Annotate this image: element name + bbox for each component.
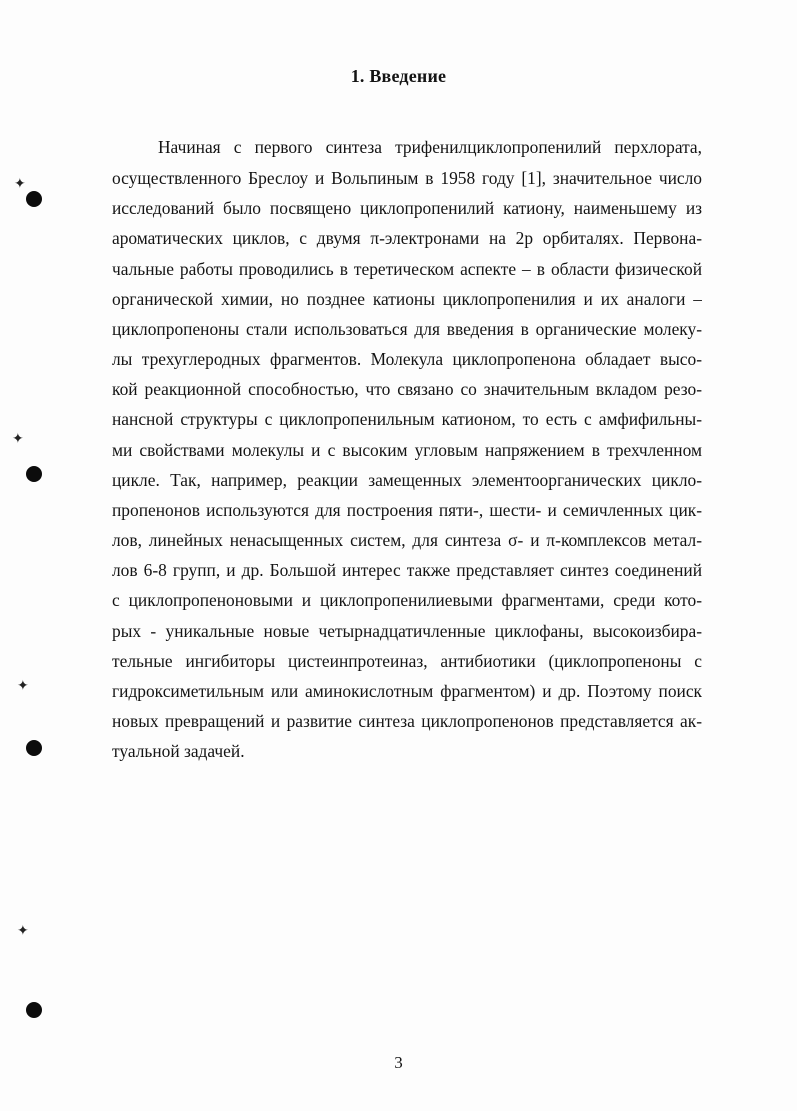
paragraph-line: новых превращений и развитие синтеза циклопропенонов представляется ак- (112, 711, 702, 731)
scan-artifact-icon: ✦ (17, 678, 29, 694)
paragraph-line: цикле. Так, например, реакции замещенных элементоорганических цикло- (112, 470, 702, 490)
paragraph-line: ми свойствами молекулы и с высоким угловым напряжением в трехчленном (112, 440, 702, 460)
paragraph-line: рых - уникальные новые четырнадцатичленные циклофаны, высокоизбира- (112, 621, 702, 641)
paragraph-line: осуществленного Бреслоу и Вольпиным в 1958 году [1], значительное число (112, 168, 702, 188)
paragraph-line: чальные работы проводились в теретическом аспекте – в области физической (112, 259, 702, 279)
paragraph-line: туальной задачей. (112, 741, 245, 761)
paragraph-line: пропенонов используются для построения пяти-, шести- и семичленных цик- (112, 500, 702, 520)
paragraph-line: лов 6-8 групп, и др. Большой интерес также представляет синтез соединений (112, 560, 702, 580)
punch-hole (26, 191, 42, 207)
punch-hole (26, 466, 42, 482)
paragraph-line: с циклопропеноновыми и циклопропенилиевыми фрагментами, среди кото- (112, 590, 702, 610)
page-number: 3 (394, 1053, 403, 1072)
scan-artifact-icon: ✦ (17, 923, 29, 939)
paragraph-line: циклопропеноны стали использоваться для введения в органические молеку- (112, 319, 702, 339)
paragraph-line: тельные ингибиторы цистеинпротеиназ, антибиотики (циклопропеноны с (112, 651, 702, 671)
paragraph-line: лы трехуглеродных фрагментов. Молекула циклопропенона обладает высо- (112, 349, 702, 369)
paragraph-line: органической химии, но позднее катионы циклопропенилия и их аналоги – (112, 289, 702, 309)
punch-hole (26, 1002, 42, 1018)
paragraph-line: гидроксиметильным или аминокислотным фрагментом) и др. Поэтому поиск (112, 681, 702, 701)
paragraph-line: ароматических циклов, с двумя π-электронами на 2p орбиталях. Первона- (112, 228, 702, 248)
paragraph-line: исследований было посвящено циклопропенилий катиону, наименьшему из (112, 198, 702, 218)
scan-artifact-icon: ✦ (12, 431, 24, 447)
paragraph-line: Начиная с первого синтеза трифенилциклопропенилий перхлората, (158, 137, 702, 157)
punch-hole (26, 740, 42, 756)
paragraph-line: лов, линейных ненасыщенных систем, для синтеза σ- и π-комплексов метал- (112, 530, 702, 550)
paragraph-line: кой реакционной способностью, что связано со значительным вкладом резо- (112, 379, 702, 399)
paragraph-line: нансной структуры с циклопропенильным катионом, то есть с амфифильны- (112, 409, 702, 429)
section-heading: 1. Введение (350, 66, 447, 86)
scan-artifact-icon: ✦ (14, 176, 26, 192)
